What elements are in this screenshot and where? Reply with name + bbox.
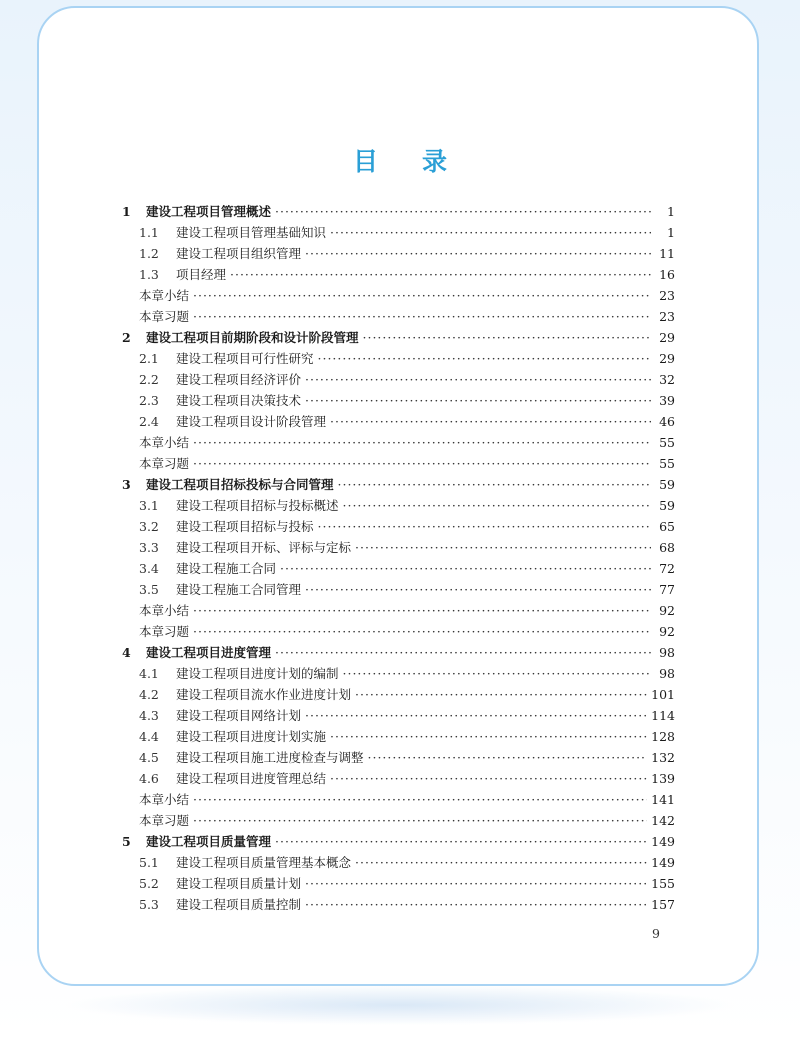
toc-entry-title: 建设工程项目设计阶段管理 xyxy=(176,414,327,429)
toc-section-entry[interactable] xyxy=(122,684,675,705)
toc-entry-number: 3.5 xyxy=(139,582,159,597)
toc-entry-page: 16 xyxy=(659,267,675,282)
toc-section-entry[interactable] xyxy=(122,558,675,579)
toc-entry-title: 本章小结 xyxy=(139,435,190,450)
toc-section-entry[interactable] xyxy=(122,768,675,789)
toc-entry-title: 本章习题 xyxy=(139,309,190,324)
toc-entry-page: 65 xyxy=(659,519,675,534)
toc-entry-title: 本章小结 xyxy=(139,603,190,618)
toc-entry-title: 建设工程项目招标与投标 xyxy=(176,519,314,534)
toc-entry-title: 建设工程项目开标、评标与定标 xyxy=(176,540,352,555)
toc-entry-number: 2 xyxy=(122,330,131,345)
toc-entry-title: 本章小结 xyxy=(139,792,190,807)
toc-entry-page: 139 xyxy=(651,771,675,786)
toc-entry-title: 建设工程项目进度管理 xyxy=(146,645,272,660)
toc-entry-number: 4.4 xyxy=(139,729,159,744)
toc-entry-page: 32 xyxy=(659,372,675,387)
toc-entry-page: 98 xyxy=(659,666,675,681)
toc-entry-page: 142 xyxy=(651,813,675,828)
toc-leader-dots xyxy=(343,495,651,516)
toc-leader-dots xyxy=(305,369,651,390)
toc-leader-dots xyxy=(305,873,647,894)
toc-entry-title: 建设工程项目施工进度检查与调整 xyxy=(176,750,364,765)
toc-entry-title: 建设工程项目可行性研究 xyxy=(176,351,314,366)
toc-leader-dots xyxy=(305,894,647,915)
toc-section-entry[interactable] xyxy=(122,663,675,684)
toc-entry-title: 建设工程项目流水作业进度计划 xyxy=(176,687,352,702)
toc-entry-page: 46 xyxy=(659,414,675,429)
toc-entry-title: 建设工程项目组织管理 xyxy=(176,246,302,261)
toc-leader-dots xyxy=(193,306,651,327)
toc-entry-title: 建设工程项目管理概述 xyxy=(146,204,272,219)
toc-entry-number: 3.2 xyxy=(139,519,159,534)
toc-entry-title: 本章习题 xyxy=(139,456,190,471)
toc-entry-page: 98 xyxy=(659,645,675,660)
toc-entry-number: 1.1 xyxy=(139,225,159,240)
toc-leader-dots xyxy=(338,474,651,495)
toc-section-entry[interactable] xyxy=(122,495,675,516)
toc-leader-dots xyxy=(193,285,651,306)
toc-leader-dots xyxy=(355,537,651,558)
toc-entry-title: 建设工程项目进度计划实施 xyxy=(176,729,327,744)
toc-entry-number: 2.4 xyxy=(139,414,159,429)
toc-entry-number: 1.3 xyxy=(139,267,159,282)
toc-entry-title: 本章习题 xyxy=(139,624,190,639)
toc-entry-number: 5.2 xyxy=(139,876,159,891)
toc-entry-page: 55 xyxy=(659,456,675,471)
toc-entry-number: 2.2 xyxy=(139,372,159,387)
toc-entry-number: 5 xyxy=(122,834,131,849)
toc-section-entry[interactable] xyxy=(122,390,675,411)
toc-entry-page: 92 xyxy=(659,624,675,639)
toc-entry-page: 77 xyxy=(659,582,675,597)
toc-section-entry[interactable] xyxy=(122,705,675,726)
toc-entry-number: 5.3 xyxy=(139,897,159,912)
toc-summary-entry[interactable] xyxy=(122,306,675,327)
toc-entry-page: 29 xyxy=(659,330,675,345)
toc-leader-dots xyxy=(305,705,647,726)
toc-entry-page: 155 xyxy=(651,876,675,891)
toc-entry-title: 项目经理 xyxy=(176,267,227,282)
toc-section-entry[interactable] xyxy=(122,516,675,537)
toc-entry-title: 建设工程项目前期阶段和设计阶段管理 xyxy=(146,330,359,345)
toc-entry-page: 59 xyxy=(659,477,675,492)
toc-entry-page: 128 xyxy=(651,729,675,744)
toc-leader-dots xyxy=(193,600,651,621)
toc-entry-page: 1 xyxy=(667,225,675,240)
toc-entry-page: 92 xyxy=(659,603,675,618)
toc-leader-dots xyxy=(330,411,651,432)
toc-section-entry[interactable] xyxy=(122,726,675,747)
toc-entry-title: 本章习题 xyxy=(139,813,190,828)
toc-leader-dots xyxy=(193,789,647,810)
toc-summary-entry[interactable] xyxy=(122,453,675,474)
toc-leader-dots xyxy=(305,579,651,600)
toc-entry-page: 29 xyxy=(659,351,675,366)
toc-section-entry[interactable] xyxy=(122,579,675,600)
toc-section-entry[interactable] xyxy=(122,852,675,873)
toc-chapter-entry[interactable] xyxy=(122,831,675,852)
toc-leader-dots xyxy=(305,390,651,411)
toc-summary-entry[interactable] xyxy=(122,432,675,453)
toc-chapter-entry[interactable] xyxy=(122,327,675,348)
toc-leader-dots xyxy=(330,768,647,789)
toc-entry-number: 1.2 xyxy=(139,246,159,261)
toc-leader-dots xyxy=(355,852,647,873)
toc-entry-page: 55 xyxy=(659,435,675,450)
toc-entry-title: 建设工程项目网络计划 xyxy=(176,708,302,723)
toc-leader-dots xyxy=(330,726,647,747)
toc-entry-page: 59 xyxy=(659,498,675,513)
toc-summary-entry[interactable] xyxy=(122,285,675,306)
toc-leader-dots xyxy=(305,243,651,264)
toc-entry-title: 建设工程项目决策技术 xyxy=(176,393,302,408)
toc-entry-number: 4.1 xyxy=(139,666,159,681)
toc-chapter-entry[interactable] xyxy=(122,201,675,222)
toc-entry-title: 建设工程项目管理基础知识 xyxy=(176,225,327,240)
toc-section-entry[interactable] xyxy=(122,894,675,915)
toc-leader-dots xyxy=(193,432,651,453)
toc-section-entry[interactable] xyxy=(122,537,675,558)
toc-chapter-entry[interactable] xyxy=(122,642,675,663)
toc-entry-page: 23 xyxy=(659,288,675,303)
toc-entry-title: 建设工程项目质量计划 xyxy=(176,876,302,891)
toc-leader-dots xyxy=(280,558,651,579)
toc-section-entry[interactable] xyxy=(122,369,675,390)
toc-entry-title: 建设工程项目经济评价 xyxy=(176,372,302,387)
toc-entry-page: 157 xyxy=(651,897,675,912)
toc-section-entry[interactable] xyxy=(122,348,675,369)
toc-entry-number: 3 xyxy=(122,477,131,492)
toc-entry-page: 149 xyxy=(651,834,675,849)
toc-entry-title: 建设工程项目招标投标与合同管理 xyxy=(146,477,334,492)
toc-entry-number: 4.5 xyxy=(139,750,159,765)
toc-leader-dots xyxy=(275,831,647,852)
toc-leader-dots xyxy=(275,642,651,663)
toc-leader-dots xyxy=(193,453,651,474)
toc-leader-dots xyxy=(318,516,651,537)
toc-entry-title: 本章小结 xyxy=(139,288,190,303)
toc-chapter-entry[interactable] xyxy=(122,474,675,495)
toc-entry-number: 3.4 xyxy=(139,561,159,576)
toc-summary-entry[interactable] xyxy=(122,810,675,831)
toc-leader-dots xyxy=(343,663,651,684)
page-title xyxy=(0,142,800,178)
toc-section-entry[interactable] xyxy=(122,411,675,432)
toc-entry-title: 建设工程项目质量管理基本概念 xyxy=(176,855,352,870)
toc-entry-page: 39 xyxy=(659,393,675,408)
toc-entry-number: 1 xyxy=(122,204,131,219)
toc-leader-dots xyxy=(330,222,651,243)
toc-entry-title: 建设工程施工合同 xyxy=(176,561,277,576)
toc-entry-page: 23 xyxy=(659,309,675,324)
toc-entry-number: 4 xyxy=(122,645,131,660)
toc-leader-dots xyxy=(230,264,651,285)
toc-leader-dots xyxy=(193,810,647,831)
title-char-2: 录 xyxy=(422,147,448,176)
toc-entry-number: 3.1 xyxy=(139,498,159,513)
toc-summary-entry[interactable] xyxy=(122,600,675,621)
toc-entry-title: 建设工程项目质量管理 xyxy=(146,834,272,849)
toc-entry-page: 114 xyxy=(651,708,675,723)
toc-entry-number: 2.3 xyxy=(139,393,159,408)
toc-summary-entry[interactable] xyxy=(122,621,675,642)
toc-entry-title: 建设工程项目进度计划的编制 xyxy=(176,666,339,681)
toc-entry-page: 149 xyxy=(651,855,675,870)
toc-entry-number: 4.2 xyxy=(139,687,159,702)
page-number: 9 xyxy=(652,926,660,941)
toc-leader-dots xyxy=(275,201,651,222)
toc-section-entry[interactable] xyxy=(122,264,675,285)
toc-section-entry[interactable] xyxy=(122,747,675,768)
toc-section-entry[interactable] xyxy=(122,873,675,894)
toc-section-entry[interactable] xyxy=(122,243,675,264)
toc-leader-dots xyxy=(318,348,651,369)
toc-entry-title: 建设工程项目质量控制 xyxy=(176,897,302,912)
toc-entry-number: 2.1 xyxy=(139,351,159,366)
toc-entry-page: 101 xyxy=(651,687,675,702)
toc-entry-number: 4.6 xyxy=(139,771,159,786)
title-char-1: 目 xyxy=(352,147,378,176)
toc-entry-page: 1 xyxy=(667,204,675,219)
toc-leader-dots xyxy=(355,684,647,705)
toc-entry-page: 68 xyxy=(659,540,675,555)
toc-summary-entry[interactable] xyxy=(122,789,675,810)
toc-entry-number: 5.1 xyxy=(139,855,159,870)
toc-entry-title: 建设工程施工合同管理 xyxy=(176,582,302,597)
toc-entry-number: 3.3 xyxy=(139,540,159,555)
toc-leader-dots xyxy=(368,747,648,768)
table-of-contents xyxy=(122,201,675,915)
toc-entry-page: 132 xyxy=(651,750,675,765)
toc-entry-title: 建设工程项目进度管理总结 xyxy=(176,771,327,786)
toc-leader-dots xyxy=(193,621,651,642)
toc-entry-title: 建设工程项目招标与投标概述 xyxy=(176,498,339,513)
toc-entry-page: 11 xyxy=(659,246,675,261)
card-shadow xyxy=(60,985,740,1025)
toc-entry-page: 72 xyxy=(659,561,675,576)
toc-entry-number: 4.3 xyxy=(139,708,159,723)
toc-entry-page: 141 xyxy=(651,792,675,807)
toc-leader-dots xyxy=(363,327,651,348)
toc-section-entry[interactable] xyxy=(122,222,675,243)
